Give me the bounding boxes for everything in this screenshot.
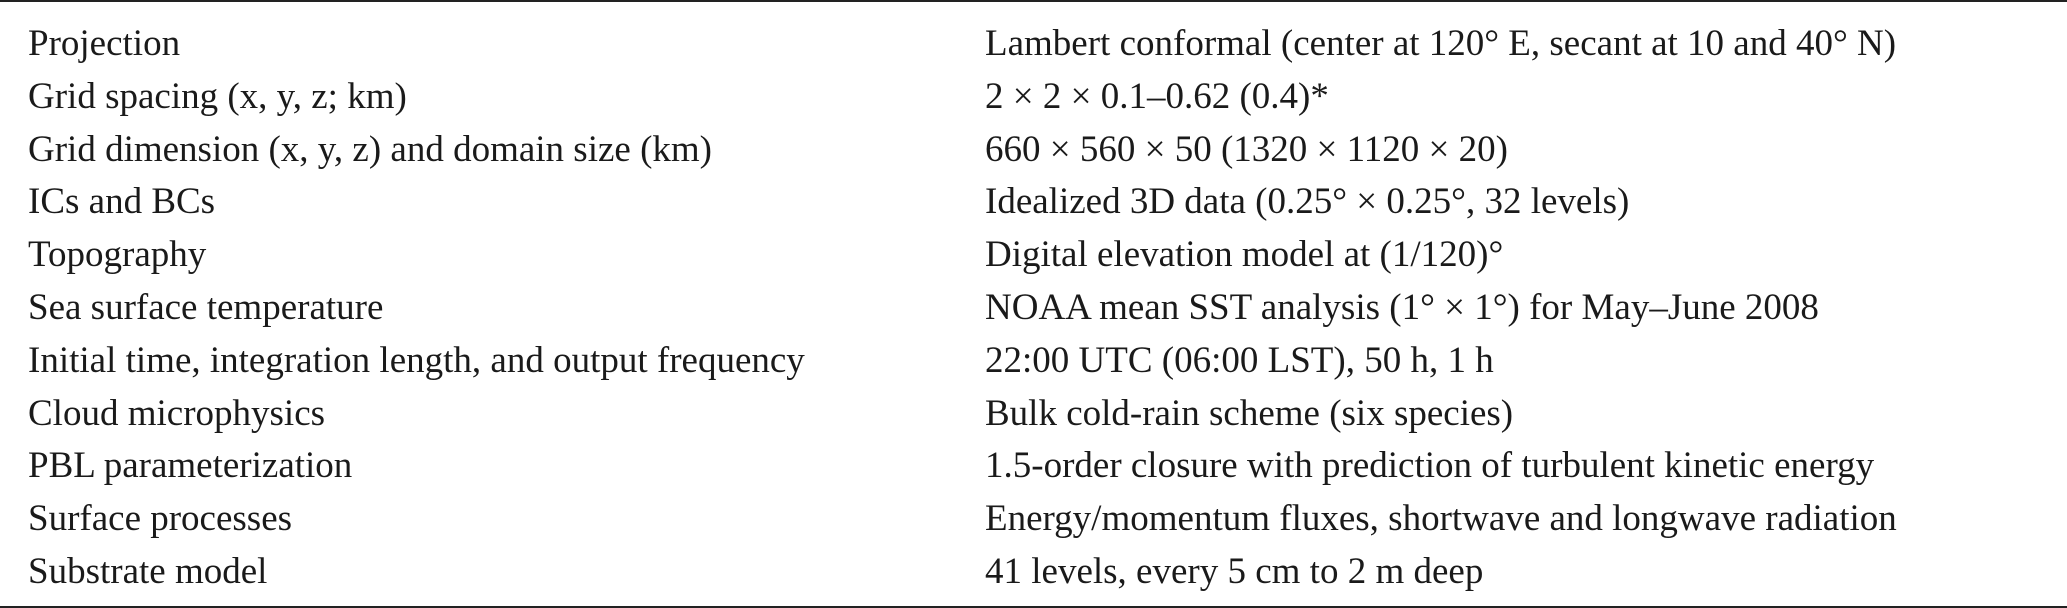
setting-cell: Lambert conformal (center at 120° E, secant at 10 and 40° N) (985, 23, 1897, 64)
setting-cell: 2 × 2 × 0.1–0.62 (0.4)* (985, 75, 1329, 117)
parameter-cell: Surface processes (28, 498, 293, 540)
parameter-cell: Cloud microphysics (28, 392, 326, 434)
setting-cell: Digital elevation model at (1/120)° (985, 234, 1504, 276)
setting-cell: NOAA mean SST analysis (1° × 1°) for May–June 2008 (985, 286, 1819, 328)
setting-cell: Idealized 3D data (0.25° × 0.25°, 32 levels) (985, 181, 1630, 223)
table-row (0, 229, 2067, 282)
table-row (0, 440, 2067, 493)
table-row (0, 282, 2067, 335)
parameter-cell: Sea surface temperature (28, 286, 384, 328)
table-row (0, 335, 2067, 388)
parameter-cell: Grid dimension (x, y, z) and domain size (km) (28, 128, 712, 170)
parameter-cell: Topography (28, 234, 207, 276)
table-row (0, 546, 2067, 599)
table-row (0, 493, 2067, 546)
parameter-cell: ICs and BCs (28, 181, 216, 223)
parameter-cell: Projection (28, 23, 181, 64)
setting-cell: 1.5-order closure with prediction of turbulent kinetic energy (985, 445, 1875, 487)
setting-cell: Bulk cold-rain scheme (six species) (985, 392, 1514, 434)
table-row (0, 176, 2067, 229)
setting-cell: 660 × 560 × 50 (1320 × 1120 × 20) (985, 128, 1508, 170)
parameter-cell: Grid spacing (x, y, z; km) (28, 75, 407, 117)
parameter-cell: Substrate model (28, 550, 268, 592)
table-row (0, 388, 2067, 441)
table-row (0, 18, 2067, 71)
table-row (0, 71, 2067, 124)
parameter-cell: Initial time, integration length, and output frequency (28, 339, 805, 381)
table-body (0, 18, 2067, 599)
setting-cell: 41 levels, every 5 cm to 2 m deep (985, 550, 1484, 592)
setting-cell: 22:00 UTC (06:00 LST), 50 h, 1 h (985, 339, 1494, 381)
parameter-cell: PBL parameterization (28, 445, 353, 487)
table-row (0, 124, 2067, 177)
setting-cell: Energy/momentum fluxes, shortwave and longwave radiation (985, 498, 1897, 540)
